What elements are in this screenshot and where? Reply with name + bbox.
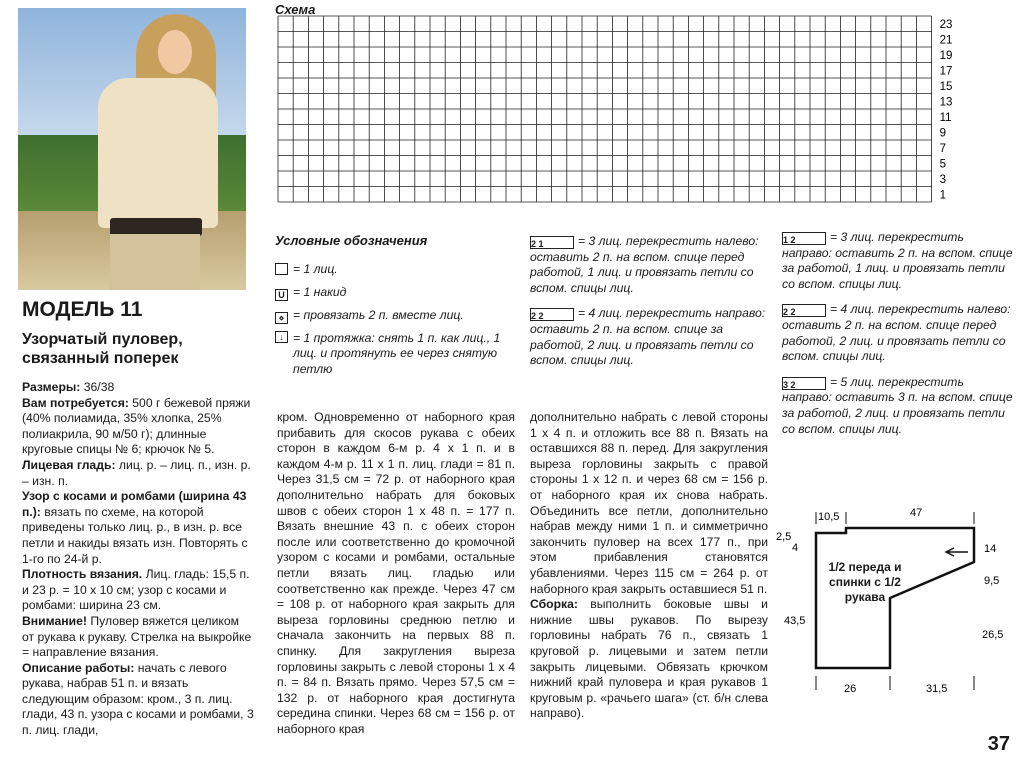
chart-row-number: 11 — [939, 112, 952, 124]
legend-item-k2tog: ⋄ = провязать 2 п. вместе лиц. — [275, 308, 515, 324]
instructions-column-3 — [530, 410, 768, 722]
materials-paragraph: Плотность вязания. Лиц. гладь: 15,5 п. и 23 р. = 10 х 10 см; узор с косами и ромбами: ширина 23 см. — [22, 567, 250, 613]
materials-paragraph: Лицевая гладь: лиц. р. – лиц. п., изн. р. – изн. п. — [22, 457, 251, 488]
legend-cable-3-left: 2 1 = 3 лиц. перекрестить налево: оставить 2 п. на вспом. спице перед работой, 1 лиц. и провязать петли со вспом. спицы лиц. — [530, 234, 759, 295]
chart-row-number: 17 — [939, 65, 953, 78]
chart-row-number: 7 — [939, 143, 947, 155]
materials-paragraph: Описание работы: начать с левого рукава, набрав 51 п. и вязать следующим образом: кром., 3 п. лиц. глади, 43 п. узора с косами и ромбами, 3 п. лиц. глади, — [22, 660, 254, 738]
legend-item-yarnover: U = 1 накид — [275, 285, 515, 301]
materials-paragraph: Размеры: 36/38 — [22, 380, 115, 394]
instructions-column-2: кром. Одновременно от наборного края прибавить для скосов рукава с обеих сторон в каждом 6-м р. 4 х 1 п. и в каждом 4-м р. 11 х 1 п. лиц. глади = 81 п. Через 31,5 см = 72 р. от наборного края дополнительно набрать для боковых швов с обеих сторон 1 х 48 п. = 177 п. Вязать внешние 43 п. с обеих сторон после или соответственно до кромочной узором с косами и ромбами, остальные петли вязать лиц. гладью или соответственно как прежде. Через 47 см = 108 р. от наборного края закрыть для выреза горловины среднюю петлю и сначала закончить на первых 88 п. спинку. Для закругления выреза горловины закрыть с левой стороны 1 х 4 п. = 84 п. Вязать прямо. Через 57,5 см = 132 р. от наборного края достигнута середина спинки. Через 68 см = 156 р. от наборного края — [277, 410, 515, 736]
cable-4-right-icon: 2 2 — [530, 308, 574, 321]
k2tog-symbol-icon: ⋄ — [275, 312, 288, 324]
legend-cable-5-right: 3 2 = 5 лиц. перекрестить направо: оставить 3 п. на вспом. спице за работой, 2 лиц. и провязать петли со вспом. спицы лиц. — [782, 374, 1013, 436]
schema-title: Схема — [275, 2, 316, 17]
dim-14: 14 — [984, 543, 997, 555]
dim-2-5: 2,5 — [776, 531, 792, 543]
dim-4: 4 — [792, 542, 799, 554]
legend-cables-1 — [530, 234, 770, 369]
cable-3-left-icon: 2 1 — [530, 236, 574, 249]
dim-26: 26 — [844, 683, 857, 695]
materials-column — [22, 380, 254, 739]
knit-symbol-icon — [275, 263, 288, 275]
dim-31-5: 31,5 — [926, 683, 948, 695]
legend-cable-3-right: 1 2 = 3 лиц. перекрестить направо: оставить 2 п. на вспом. спице за работой, 1 лиц. и провязать петли со вспом. спицы лиц. — [782, 230, 1013, 291]
legend-item-knit: = 1 лиц. — [275, 262, 515, 278]
knitting-chart — [276, 14, 966, 204]
chart-row-number: 19 — [939, 50, 953, 62]
instructions-part-a: дополнительно набрать с левой стороны 1 х 4 п. и отложить все 88 п. Вязать на оставшихся 88 п. перед. Для закругления выреза горловины закрыть с правой стороны 1 х 12 п. и через 68 см = 156 р. от наборного края их снова набрать. Объединить все петли, дополнительно набрав между ними 1 п. и симметрично закончить пуловер на всех 177 п., при этом прибавления становятся убавлениями. Через 115 см = 264 р. от наборного края закрыть оставшиеся 51 п. — [530, 410, 768, 596]
schematic-label: 1/2 переда и спинки с 1/2 рукава — [828, 560, 902, 604]
legend-title: Условные обозначения — [275, 233, 428, 248]
ssk-symbol-icon: ↓ — [275, 331, 288, 343]
dim-9-5: 9,5 — [984, 575, 1000, 587]
dim-47: 47 — [910, 507, 923, 519]
dim-26-5: 26,5 — [982, 629, 1004, 641]
cable-4-left-icon: 2 2 — [782, 304, 826, 317]
garment-schematic — [770, 500, 1010, 705]
cable-5-right-icon: 3 2 — [782, 377, 826, 390]
materials-paragraph: Узор с косами и ромбами (ширина 43 п.): вязать по схеме, на которой приведены только лиц. р., в изн. р. все петли и накиды вязать изн. Повторять с 1-го по 24-й р. — [22, 489, 248, 566]
dim-10-5: 10,5 — [818, 511, 840, 523]
chart-row-number: 3 — [939, 174, 947, 186]
assembly-text: выполнить боковые швы и нижние швы рукавов. По вырезу горловины набрать 76 п., связать 1 круговой р. лицевыми и затем петли закрыть лицевыми. Обвязать крючком нижний край пуловера и края рукавов 1 круговым р. «рачьего шага» (ст. б/н слева направо). — [530, 597, 768, 721]
chart-row-number: 5 — [939, 158, 947, 171]
model-photo — [18, 8, 246, 290]
legend-cable-4-right: 2 2 = 4 лиц. перекрестить направо: оставить 2 п. на вспом. спице за работой, 2 лиц. и провязать петли со вспом. спицы лиц. — [530, 306, 766, 368]
model-title: МОДЕЛЬ 11 — [22, 298, 143, 321]
materials-paragraph: Вам потребуется: 500 г бежевой пряжи (40% полиамида, 35% хлопка, 25% полиакрила, 90 м/50 г); длинные круговые спицы № 6; крючок № 5. — [22, 395, 251, 457]
chart-row-number: 15 — [939, 81, 953, 93]
subtitle: Узорчатый пуловер, связанный поперек — [22, 331, 183, 367]
page-number: 37 — [987, 733, 1010, 755]
legend-item-ssk: ↓ = 1 протяжка: снять 1 п. как лиц., 1 лиц. и протянуть ее через снятую петлю — [275, 331, 515, 378]
yarnover-symbol-icon: U — [275, 289, 288, 301]
chart-row-number: 23 — [939, 19, 953, 31]
assembly-heading: Сборка: — [530, 597, 578, 612]
materials-paragraph: Внимание! Пуловер вяжется целиком от рукава к рукаву. Стрелка на выкройке = направление вязания. — [22, 613, 252, 660]
chart-row-number: 13 — [939, 96, 953, 109]
chart-row-number: 9 — [939, 127, 947, 140]
legend-symbols — [275, 262, 515, 377]
dim-43-5: 43,5 — [784, 615, 806, 627]
chart-row-number: 1 — [939, 189, 947, 202]
legend-cable-4-left: 2 2 = 4 лиц. перекрестить налево: оставить 2 п. на вспом. спице перед работой, 2 лиц. и провязать петли со вспом. спицы лиц. — [782, 302, 1011, 364]
chart-row-number: 21 — [939, 34, 953, 47]
cable-3-right-icon: 1 2 — [782, 232, 826, 245]
legend-cables-2 — [782, 230, 1014, 437]
